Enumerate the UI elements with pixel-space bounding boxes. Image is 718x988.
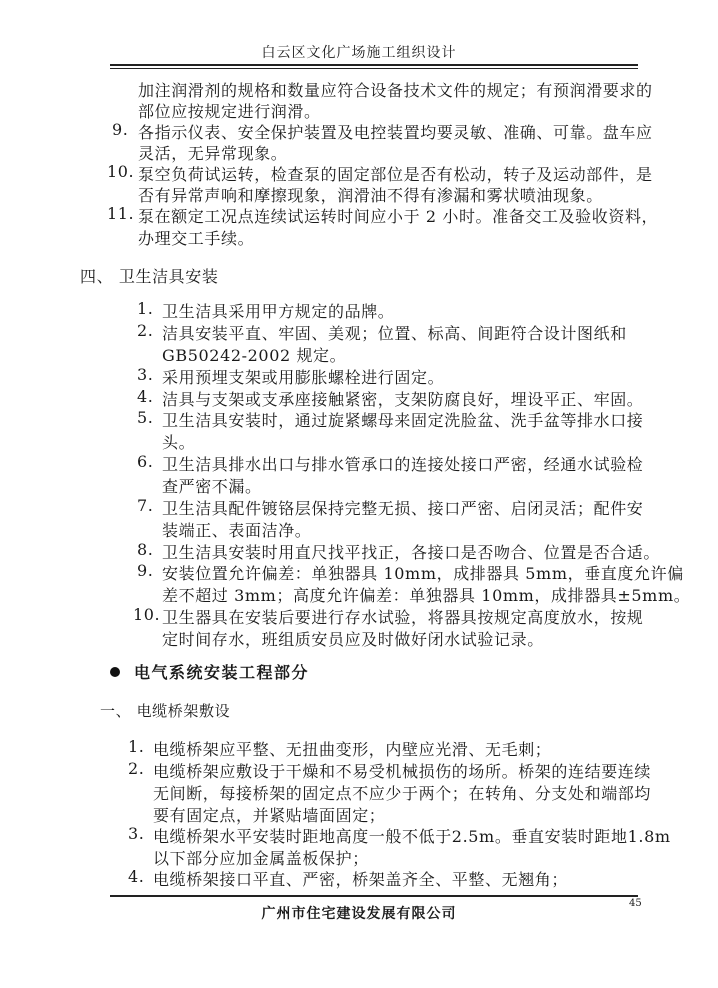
page-number: 45 xyxy=(629,898,642,909)
pump-item-10-line-1: 泵空负荷试运转，检查泵的固定部位是否有松动，转子及运动部件，是 xyxy=(138,165,653,184)
footer-company-name: 广州市住宅建设发展有限公司 xyxy=(261,906,457,922)
el-item-3-line-1: 电缆桥架水平安装时距地高度一般不低于2.5m。垂直安装时距地1.8m xyxy=(153,827,671,846)
pump-item-9-line-1: 各指示仪表、安全保护装置及电控装置均要灵敏、准确、可靠。盘车应 xyxy=(138,123,653,142)
continuation-line-1: 加注润滑剂的规格和数量应符合设备技术文件的规定；有预润滑要求的 xyxy=(138,81,653,100)
s4-item-10-number: 10. xyxy=(133,605,161,624)
s4-item-4-line-1: 洁具与支架或支承座接触紧密，支架防腐良好，埋设平正、牢固。 xyxy=(162,390,644,409)
s4-item-5-line-1: 卫生洁具安装时，通过旋紧螺母来固定洗脸盆、洗手盆等排水口接 xyxy=(162,411,644,430)
pump-item-11-line-1: 泵在额定工况点连续试运转时间应小于 2 小时。准备交工及验收资料， xyxy=(138,207,659,226)
s4-item-1-line-1: 卫生洁具采用甲方规定的品牌。 xyxy=(162,302,395,321)
pump-item-10-line-2: 否有异常声响和摩擦现象，润滑油不得有渗漏和雾状喷油现象。 xyxy=(138,186,603,205)
s4-item-10-line-1: 卫生器具在安装后要进行存水试验，将器具按规定高度放水，按规 xyxy=(162,608,644,627)
el-item-3-line-2: 以下部分应加金属盖板保护； xyxy=(153,849,369,868)
header-rule-thin xyxy=(110,68,638,69)
el-item-4-line-1: 电缆桥架接口平直、严密，桥架盖齐全、平整、无翘角； xyxy=(153,870,569,889)
footer-rule xyxy=(110,895,638,897)
pump-item-11-number: 11. xyxy=(107,204,135,223)
s4-item-6-number: 6. xyxy=(137,452,154,471)
el-item-2-line-1: 电缆桥架应敷设于干燥和不易受机械损伤的场所。桥架的连结要连续 xyxy=(153,762,652,781)
page-header-title: 白云区文化广场施工组织设计 xyxy=(261,45,457,61)
continuation-line-2: 部位应按规定进行润滑。 xyxy=(138,102,321,121)
s4-item-7-line-2: 装端正、表面洁净。 xyxy=(162,521,312,540)
el-item-1-line-1: 电缆桥架应平整、无扭曲变形，内壁应光滑、无毛刺； xyxy=(153,740,552,759)
pump-item-9-line-2: 灵活，无异常现象。 xyxy=(138,144,288,163)
header-rule-thick xyxy=(110,64,638,66)
el-item-4-number: 4. xyxy=(128,867,145,886)
pump-item-9-number: 9. xyxy=(112,120,129,139)
s4-item-5-number: 5. xyxy=(137,408,154,427)
pump-item-11-line-2: 办理交工手续。 xyxy=(138,229,255,248)
s4-item-3-line-1: 采用预埋支架或用膨胀螺栓进行固定。 xyxy=(162,368,445,387)
electrical-section-heading: 电气系统安装工程部分 xyxy=(134,663,310,682)
s4-item-9-line-2: 差不超过 3mm；高度允许偏差：单独器具 10mm，成排器具±5mm。 xyxy=(162,586,691,605)
s4-item-7-line-1: 卫生洁具配件镀铬层保持完整无损、接口严密、启闭灵活；配件安 xyxy=(162,499,644,518)
s4-item-8-line-1: 卫生洁具安装时用直尺找平找正，各接口是否吻合、位置是否合适。 xyxy=(162,543,661,562)
el-item-1-number: 1. xyxy=(128,737,145,756)
electrical-subsection-title: 一、 电缆桥架敷设 xyxy=(100,702,231,720)
heading-bullet-icon xyxy=(110,667,120,677)
s4-item-9-number: 9. xyxy=(137,561,154,580)
s4-item-10-line-2: 定时间存水，班组质安员应及时做好闭水试验记录。 xyxy=(162,630,544,649)
s4-item-3-number: 3. xyxy=(137,365,154,384)
s4-item-2-line-2: GB50242-2002 规定。 xyxy=(162,346,347,365)
el-item-2-number: 2. xyxy=(128,759,145,778)
s4-item-2-number: 2. xyxy=(137,321,154,340)
s4-item-5-line-2: 头。 xyxy=(162,433,196,452)
s4-item-7-number: 7. xyxy=(137,496,154,515)
section-4-title: 四、 卫生洁具安装 xyxy=(80,267,219,286)
s4-item-1-number: 1. xyxy=(137,299,154,318)
s4-item-6-line-1: 卫生洁具排水出口与排水管承口的连接处接口严密，经通水试验检 xyxy=(162,455,644,474)
el-item-2-line-3: 要有固定点，并紧贴墙面固定； xyxy=(153,806,386,825)
el-item-2-line-2: 无间断，每接桥架的固定点不应少于两个；在转角、分支处和端部均 xyxy=(153,784,652,803)
s4-item-6-line-2: 查严密不漏。 xyxy=(162,477,262,496)
s4-item-9-line-1: 安装位置允许偏差：单独器具 10mm，成排器具 5mm，垂直度允许偏 xyxy=(162,564,684,583)
pump-item-10-number: 10. xyxy=(107,162,135,181)
el-item-3-number: 3. xyxy=(128,824,145,843)
s4-item-8-number: 8. xyxy=(137,540,154,559)
s4-item-4-number: 4. xyxy=(137,387,154,406)
s4-item-2-line-1: 洁具安装平直、牢固、美观；位置、标高、间距符合设计图纸和 xyxy=(162,324,627,343)
